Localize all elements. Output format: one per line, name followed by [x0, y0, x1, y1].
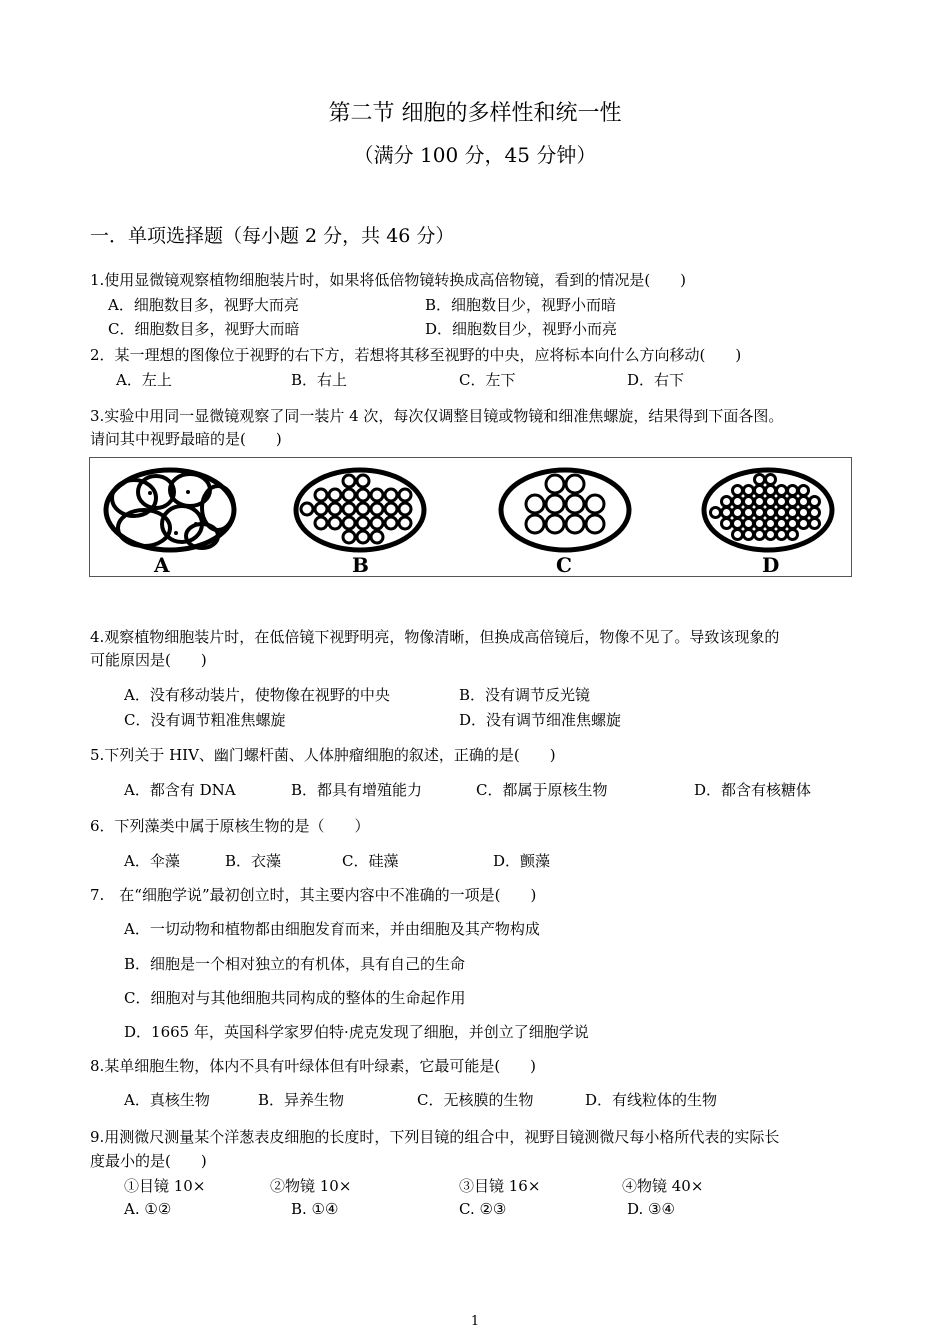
- section-heading: 一．单项选择题（每小题 2 分，共 46 分）: [90, 225, 455, 247]
- question-6-option-b: B．衣藻: [225, 852, 282, 870]
- question-1-option-a: A．细胞数目多，视野大而亮: [108, 296, 299, 314]
- question-8-option-a: A．真核生物: [124, 1091, 210, 1109]
- question-1-option-b: B．细胞数目少，视野小而暗: [425, 296, 617, 314]
- figure-label-d: D: [762, 553, 780, 576]
- question-5-stem: 5.下列关于 HIV、幽门螺杆菌、人体肿瘤细胞的叙述，正确的是( ): [90, 746, 556, 764]
- question-8-option-d: D．有线粒体的生物: [585, 1091, 718, 1109]
- question-8-option-c: C．无核膜的生物: [417, 1091, 534, 1109]
- question-5-option-a: A．都含有 DNA: [124, 781, 236, 799]
- question-8-stem: 8.某单细胞生物，体内不具有叶绿体但有叶绿素，它最可能是( ): [90, 1057, 537, 1075]
- question-4-option-d: D．没有调节细准焦螺旋: [459, 711, 622, 729]
- field-d-image: [704, 470, 832, 550]
- question-5-option-d: D．都含有核糖体: [694, 781, 812, 799]
- question-9-option-a: A. ①②: [124, 1200, 172, 1218]
- field-b-image: [296, 470, 424, 550]
- question-4-stem-line1: 4.观察植物细胞装片时，在低倍镜下视野明亮，物像清晰，但换成高倍镜后，物像不见了。导致该现象的: [90, 628, 780, 646]
- question-1-stem: 1.使用显微镜观察植物细胞装片时，如果将低倍物镜转换成高倍物镜，看到的情况是( ): [90, 271, 687, 289]
- question-2-stem: 2．某一理想的图像位于视野的右下方，若想将其移至视野的中央，应将标本向什么方向移动( ): [90, 346, 742, 364]
- question-9-item-2: ②物镜 10×: [270, 1177, 352, 1195]
- question-5-option-b: B．都具有增殖能力: [291, 781, 423, 799]
- figure-label-b: B: [352, 553, 369, 576]
- question-5-option-c: C．都属于原核生物: [476, 781, 608, 799]
- figure-label-a: A: [154, 553, 170, 576]
- question-8-option-b: B．异养生物: [258, 1091, 345, 1109]
- question-9-stem-line1: 9.用测微尺测量某个洋葱表皮细胞的长度时，下列目镜的组合中，视野目镜测微尺每小格所代表的实际长: [90, 1128, 780, 1146]
- microscope-fields-figure: [89, 457, 852, 577]
- page-title: 第二节 细胞的多样性和统一性: [328, 101, 622, 126]
- question-7-stem: 7. 在“细胞学说”最初创立时，其主要内容中不准确的一项是( ): [90, 886, 537, 904]
- question-2-option-d: D．右下: [627, 371, 685, 389]
- question-7-option-b: B．细胞是一个相对独立的有机体，具有自己的生命: [124, 955, 466, 973]
- question-2-option-b: B．右上: [291, 371, 348, 389]
- question-6-option-a: A．伞藻: [124, 852, 180, 870]
- question-4-stem-line2: 可能原因是( ): [90, 651, 207, 669]
- page-number: 1: [470, 1314, 480, 1329]
- question-4-option-a: A．没有移动装片，使物像在视野的中央: [124, 686, 390, 704]
- question-4-option-c: C．没有调节粗准焦螺旋: [124, 711, 286, 729]
- question-6-option-d: D．颤藻: [493, 852, 551, 870]
- question-6-option-c: C．硅藻: [342, 852, 399, 870]
- question-9-option-c: C. ②③: [459, 1200, 507, 1218]
- question-3-stem-line1: 3.实验中用同一显微镜观察了同一装片 4 次，每次仅调整目镜或物镜和细准焦螺旋，结果得到下面各图。: [90, 407, 784, 425]
- question-9-option-d: D. ③④: [627, 1200, 675, 1218]
- question-1-option-d: D．细胞数目少，视野小而亮: [425, 320, 618, 338]
- field-a-image: [106, 470, 234, 550]
- question-7-option-c: C．细胞对与其他细胞共同构成的整体的生命起作用: [124, 989, 466, 1007]
- question-2-option-a: A．左上: [116, 371, 172, 389]
- question-9-item-4: ④物镜 40×: [622, 1177, 704, 1195]
- question-3-stem-line2: 请问其中视野最暗的是( ): [90, 430, 282, 448]
- question-9-option-b: B. ①④: [291, 1200, 339, 1218]
- question-6-stem: 6．下列藻类中属于原核生物的是（ ）: [90, 817, 370, 835]
- field-c-image: [501, 470, 629, 550]
- figure-label-c: C: [556, 553, 572, 576]
- question-1-option-c: C．细胞数目多，视野大而暗: [108, 320, 300, 338]
- page-subtitle: （满分 100 分，45 分钟）: [353, 143, 597, 167]
- question-7-option-a: A．一切动物和植物都由细胞发育而来，并由细胞及其产物构成: [124, 920, 540, 938]
- question-4-option-b: B．没有调节反光镜: [459, 686, 591, 704]
- question-2-option-c: C．左下: [459, 371, 516, 389]
- question-9-item-1: ①目镜 10×: [124, 1177, 206, 1195]
- question-9-stem-line2: 度最小的是( ): [90, 1152, 207, 1170]
- question-9-item-3: ③目镜 16×: [459, 1177, 541, 1195]
- question-7-option-d: D．1665 年，英国科学家罗伯特·虎克发现了细胞，并创立了细胞学说: [124, 1023, 589, 1041]
